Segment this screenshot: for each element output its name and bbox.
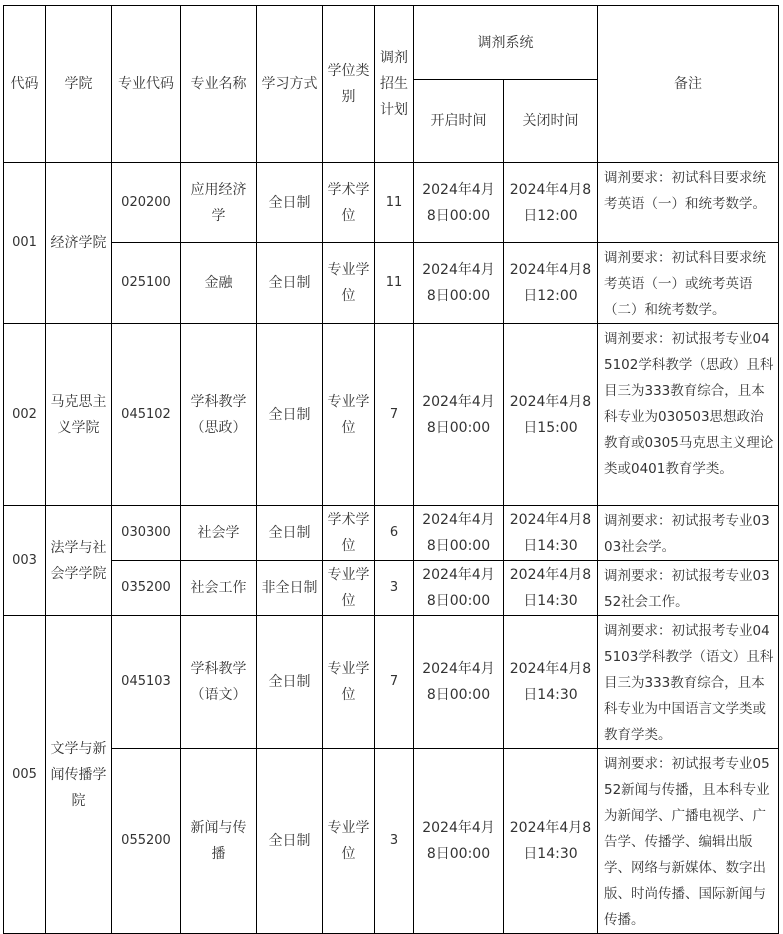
open-time: 2024年4月8日00:00 bbox=[414, 506, 504, 561]
degree-type: 专业学位 bbox=[323, 324, 375, 506]
remark: 调剂要求：初试科目要求统考英语（一）或统考英语（二）和统考数学。 bbox=[598, 243, 779, 324]
study-mode: 全日制 bbox=[257, 243, 323, 324]
major-name: 学科教学（思政） bbox=[181, 324, 257, 506]
close-time: 2024年4月8日14:30 bbox=[504, 616, 598, 749]
study-mode: 全日制 bbox=[257, 506, 323, 561]
college-name: 文学与新闻传播学院 bbox=[46, 616, 112, 934]
major-code: 045103 bbox=[112, 616, 181, 749]
major-name: 社会学 bbox=[181, 506, 257, 561]
college-code: 003 bbox=[4, 506, 46, 616]
degree-type: 专业学位 bbox=[323, 616, 375, 749]
major-name: 新闻与传播 bbox=[181, 749, 257, 934]
header-close-time: 关闭时间 bbox=[504, 80, 598, 163]
study-mode: 全日制 bbox=[257, 324, 323, 506]
major-code: 025100 bbox=[112, 243, 181, 324]
open-time: 2024年4月8日00:00 bbox=[414, 616, 504, 749]
degree-type: 专业学位 bbox=[323, 561, 375, 616]
close-time: 2024年4月8日14:30 bbox=[504, 749, 598, 934]
close-time: 2024年4月8日12:00 bbox=[504, 163, 598, 243]
header-remarks: 备注 bbox=[598, 6, 779, 163]
close-time: 2024年4月8日14:30 bbox=[504, 506, 598, 561]
remark: 调剂要求：初试报考专业045103学科教学（语文）且科目三为333教育综合，且本科专业为中国语言文学类或教育学类。 bbox=[598, 616, 779, 749]
major-name: 学科教学（语文） bbox=[181, 616, 257, 749]
major-name: 应用经济学 bbox=[181, 163, 257, 243]
remark: 调剂要求：初试报考专业0552新闻与传播，且本科专业为新闻学、广播电视学、广告学、传播学、编辑出版学、网络与新媒体、数字出版、时尚传播、国际新闻与传播。 bbox=[598, 749, 779, 934]
plan-count: 6 bbox=[375, 506, 414, 561]
header-plan: 调剂招生计划 bbox=[375, 6, 414, 163]
major-code: 055200 bbox=[112, 749, 181, 934]
header-major-name: 专业名称 bbox=[181, 6, 257, 163]
header-college: 学院 bbox=[46, 6, 112, 163]
college-name: 经济学院 bbox=[46, 163, 112, 324]
degree-type: 学术学位 bbox=[323, 163, 375, 243]
degree-type: 专业学位 bbox=[323, 243, 375, 324]
open-time: 2024年4月8日00:00 bbox=[414, 324, 504, 506]
study-mode: 全日制 bbox=[257, 749, 323, 934]
college-code: 002 bbox=[4, 324, 46, 506]
major-code: 020200 bbox=[112, 163, 181, 243]
college-name: 法学与社会学学院 bbox=[46, 506, 112, 616]
open-time: 2024年4月8日00:00 bbox=[414, 243, 504, 324]
college-name: 马克思主义学院 bbox=[46, 324, 112, 506]
header-open-time: 开启时间 bbox=[414, 80, 504, 163]
header-degree-type: 学位类别 bbox=[323, 6, 375, 163]
open-time: 2024年4月8日00:00 bbox=[414, 561, 504, 616]
major-name: 社会工作 bbox=[181, 561, 257, 616]
remark: 调剂要求：初试报考专业0303社会学。 bbox=[598, 506, 779, 561]
remark: 调剂要求：初试科目要求统考英语（一）和统考数学。 bbox=[598, 163, 779, 243]
adjustment-table bbox=[3, 5, 779, 934]
header-study-mode: 学习方式 bbox=[257, 6, 323, 163]
college-code: 001 bbox=[4, 163, 46, 324]
plan-count: 11 bbox=[375, 243, 414, 324]
remark: 调剂要求：初试报考专业0352社会工作。 bbox=[598, 561, 779, 616]
study-mode: 全日制 bbox=[257, 163, 323, 243]
plan-count: 7 bbox=[375, 616, 414, 749]
study-mode: 非全日制 bbox=[257, 561, 323, 616]
open-time: 2024年4月8日00:00 bbox=[414, 749, 504, 934]
close-time: 2024年4月8日14:30 bbox=[504, 561, 598, 616]
plan-count: 11 bbox=[375, 163, 414, 243]
header-major-code: 专业代码 bbox=[112, 6, 181, 163]
college-code: 005 bbox=[4, 616, 46, 934]
open-time: 2024年4月8日00:00 bbox=[414, 163, 504, 243]
major-name: 金融 bbox=[181, 243, 257, 324]
plan-count: 3 bbox=[375, 561, 414, 616]
remark: 调剂要求：初试报考专业045102学科教学（思政）且科目三为333教育综合，且本科专业为030503思想政治教育或0305马克思主义理论类或0401教育学类。 bbox=[598, 324, 779, 506]
study-mode: 全日制 bbox=[257, 616, 323, 749]
major-code: 045102 bbox=[112, 324, 181, 506]
header-code: 代码 bbox=[4, 6, 46, 163]
plan-count: 3 bbox=[375, 749, 414, 934]
degree-type: 学术学位 bbox=[323, 506, 375, 561]
plan-count: 7 bbox=[375, 324, 414, 506]
close-time: 2024年4月8日12:00 bbox=[504, 243, 598, 324]
major-code: 035200 bbox=[112, 561, 181, 616]
degree-type: 专业学位 bbox=[323, 749, 375, 934]
major-code: 030300 bbox=[112, 506, 181, 561]
close-time: 2024年4月8日15:00 bbox=[504, 324, 598, 506]
header-system: 调剂系统 bbox=[414, 6, 598, 80]
